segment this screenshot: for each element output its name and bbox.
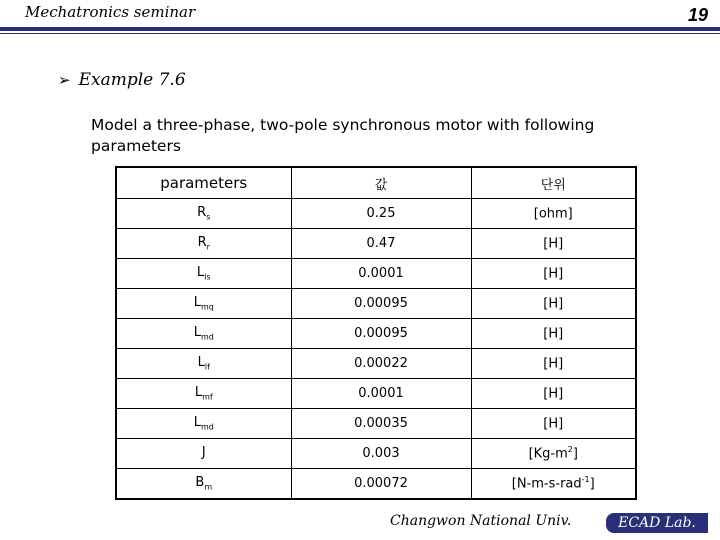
param-subscript: m [204,482,213,492]
param-symbol: R [197,235,207,251]
table-row [116,409,636,439]
unit-text: [H] [543,416,564,432]
table-row [116,439,636,469]
param-symbol: L [193,415,201,431]
param-symbol: L [196,265,205,281]
value-cell: 0.00022 [291,349,471,379]
value-cell: 0.0001 [291,379,471,409]
param-symbol: L [193,325,201,341]
param-subscript: md [200,332,214,342]
unit-text: [N-m-s-rad [511,476,582,492]
header-value: 값 [291,167,471,199]
example-heading: Example 7.6 [78,70,186,90]
unit-cell [471,319,636,349]
param-cell [116,409,291,439]
param-subscript: mf [202,392,213,402]
value-cell: 0.00095 [291,319,471,349]
footer-university: Changwon National Univ. [390,513,572,529]
arrow-bullet-icon: ➢ [58,70,71,89]
table-row [116,259,636,289]
param-symbol: J [201,445,206,461]
param-cell [116,289,291,319]
example-description: Model a three-phase, two-pole synchronous motor with following parameters [91,116,595,155]
param-subscript: r [206,242,210,252]
table-row [116,319,636,349]
table-row [116,229,636,259]
unit-superscript: -1 [581,475,590,485]
param-cell [116,319,291,349]
unit-text: [H] [543,356,564,372]
unit-cell [471,229,636,259]
unit-text: [H] [543,386,564,402]
unit-text: [ohm] [533,206,573,222]
param-symbol: L [193,295,201,311]
table-row [116,349,636,379]
param-subscript: s [206,212,211,222]
value-cell: 0.0001 [291,259,471,289]
value-cell: 0.00095 [291,289,471,319]
value-cell: 0.003 [291,439,471,469]
header-title: Mechatronics seminar [25,3,196,21]
unit-cell [471,409,636,439]
param-subscript: ls [204,272,211,282]
footer-lab-badge: ECAD Lab. [606,513,708,533]
unit-cell [471,349,636,379]
param-symbol: R [197,205,207,221]
table-header-row [116,167,636,199]
value-cell: 0.47 [291,229,471,259]
unit-cell [471,259,636,289]
table-row [116,469,636,500]
value-cell: 0.25 [291,199,471,229]
page-number: 19 [687,5,708,25]
unit-cell [471,469,636,500]
value-cell: 0.00072 [291,469,471,500]
param-cell [116,259,291,289]
unit-text: [H] [543,296,564,312]
param-subscript: lf [204,362,210,372]
param-cell [116,229,291,259]
param-cell [116,349,291,379]
unit-suffix: ] [589,476,595,492]
param-cell [116,199,291,229]
header-parameters: parameters [116,167,291,199]
param-subscript: md [200,422,214,432]
unit-suffix: ] [572,446,578,462]
header-rule-thin [0,33,720,34]
unit-cell [471,379,636,409]
unit-superscript: 2 [567,445,573,455]
unit-cell [471,289,636,319]
header-rule [0,27,720,31]
unit-text: [H] [543,236,564,252]
value-cell: 0.00035 [291,409,471,439]
param-symbol: L [197,355,205,371]
example-line [58,70,186,90]
unit-text: [H] [543,326,564,342]
unit-text: [H] [543,266,564,282]
table-row [116,289,636,319]
param-cell [116,469,291,500]
param-subscript: mq [200,302,214,312]
table-row [116,199,636,229]
unit-text: [Kg-m [528,446,568,462]
unit-cell [471,199,636,229]
header-unit: 단위 [471,167,636,199]
table-row [116,379,636,409]
unit-cell [471,439,636,469]
param-cell [116,439,291,469]
param-symbol: L [194,385,203,401]
parameter-table [115,166,637,500]
param-cell [116,379,291,409]
param-symbol: B [195,475,205,491]
